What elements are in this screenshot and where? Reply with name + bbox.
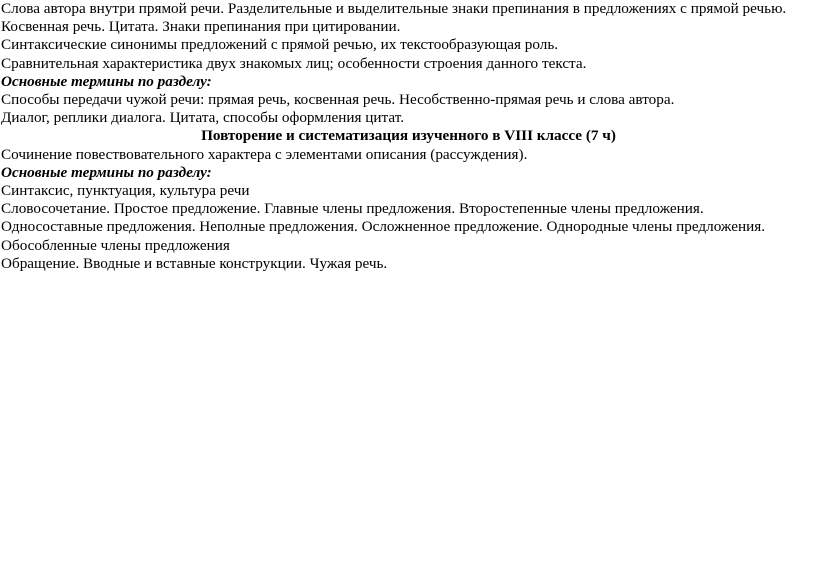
paragraph-syntactic-synonyms: Синтаксические синонимы предложений с прямой речью, их текстообразующая роль. [1, 36, 559, 54]
paragraph-speech-transfer: Способы передачи чужой речи: прямая речь, косвенная речь. Несобственно-прямая речь и слова автора. [1, 91, 675, 109]
paragraph-isolated-members: Обособленные члены предложения [1, 236, 230, 254]
document-page [0, 0, 816, 273]
paragraph-address: Обращение. Вводные и вставные конструкции. Чужая речь. [1, 254, 388, 272]
paragraph-syntax: Синтаксис, пунктуация, культура речи [1, 182, 250, 200]
paragraph-comparative-characteristic: Сравнительная характеристика двух знакомых лиц; особенности строения данного текста. [1, 54, 587, 72]
paragraph-dialogue: Диалог, реплики диалога. Цитата, способы оформления цитат. [1, 109, 404, 127]
section-terms-heading: Основные термины по разделу: [1, 72, 212, 90]
section-terms-heading-2: Основные термины по разделу: [1, 163, 212, 181]
paragraph-direct-speech: Слова автора внутри прямой речи. Разделительные и выделительные знаки препинания в предложениях с прямой речью. Косвенная речь. Цитата. Знаки препинания при цитировании. [1, 0, 787, 36]
paragraph-phrase: Словосочетание. Простое предложение. Главные члены предложения. Второстепенные члены предложения. [1, 200, 704, 218]
paragraph-one-part-sentences: Односоставные предложения. Неполные предложения. Осложненное предложение. Однородные члены предложения. [1, 218, 765, 236]
section-review-heading: Повторение и систематизация изученного в VIII классе (7 ч) [201, 127, 616, 145]
paragraph-essay: Сочинение повествовательного характера с элементами описания (рассуждения). [1, 145, 528, 163]
